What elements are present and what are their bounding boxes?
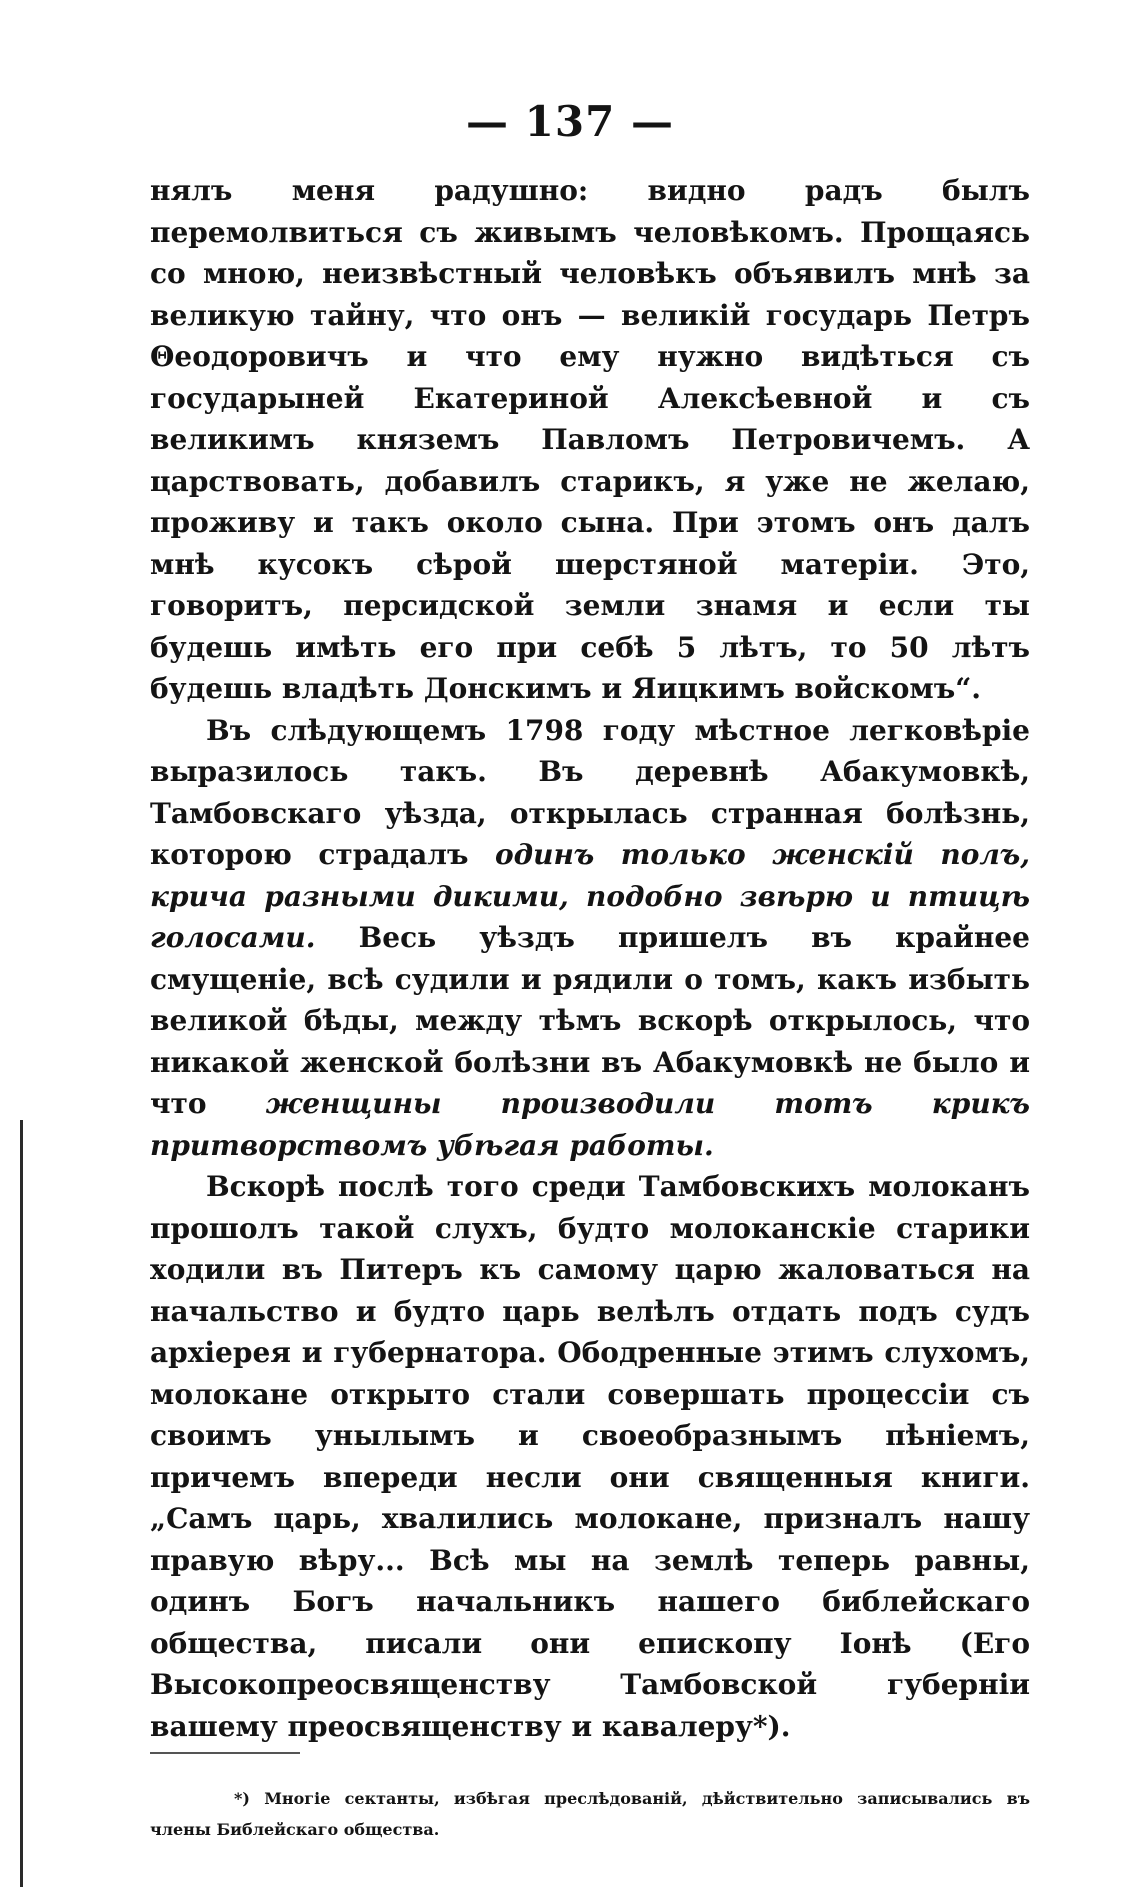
scan-edge-line xyxy=(20,1120,23,1887)
paragraph-2-italic-a: одинъ только женскій полъ, крича разными дикими, подобно звѣрю и птицѣ голосами. xyxy=(150,838,1030,954)
paragraph-2-italic-b: женщины производили тотъ крикъ притворствомъ убѣгая работы. xyxy=(150,1087,1030,1162)
paragraph-2 xyxy=(150,710,1030,1167)
paragraph-2-text-a: Въ слѣдующемъ 1798 году мѣстное легковѣріе выразилось такъ. Въ деревнѣ Абакумовкѣ, Тамбовскаго уѣзда, открылась странная болѣзнь, которою страдалъ xyxy=(150,713,1030,871)
footnote: *) Многіе сектанты, избѣгая преслѣдованій, дѣйствительно записывались въ члены Библейскаго общества. xyxy=(150,1789,1030,1839)
body-text xyxy=(150,170,1030,1747)
paragraph-2-text-b: Весь уѣздъ пришелъ въ крайнее смущеніе, всѣ судили и рядили о томъ, какъ избыть великой бѣды, между тѣмъ вскорѣ открылось, что никакой женской болѣзни въ Абакумовкѣ не было и что xyxy=(150,921,1030,1120)
page-number: — 137 — xyxy=(466,97,674,146)
footnote-rule xyxy=(150,1752,300,1754)
paragraph-3: Вскорѣ послѣ того среди Тамбовскихъ молоканъ прошолъ такой слухъ, будто молоканскіе старики ходили въ Питеръ къ самому царю жаловаться на начальство и будто царь велѣлъ отдать подъ судъ архіерея и губернатора. Ободренные этимъ слухомъ, молокане открыто стали совершать процессіи съ своимъ унылымъ и своеобразнымъ пѣніемъ, причемъ впереди несли они священныя книги. „Самъ царь, хвалились молокане, призналъ нашу правую вѣру... Всѣ мы на землѣ теперь равны, одинъ Богъ начальникъ нашего библейскаго общества, писали они епископу Іонѣ (Его Высокопреосвященству Тамбовской губерніи вашему преосвященству и кавалеру*). xyxy=(150,1170,1030,1743)
paragraph-1: нялъ меня радушно: видно радъ былъ перемолвиться съ живымъ человѣкомъ. Прощаясь со мною, неизвѣстный человѣкъ объявилъ мнѣ за великую тайну, что онъ — великій государь Петръ Θеодоровичъ и что ему нужно видѣться съ государыней Екатериной Алексѣевной и съ великимъ княземъ Павломъ Петровичемъ. А царствовать, добавилъ старикъ, я уже не желаю, проживу и такъ около сына. При этомъ онъ далъ мнѣ кусокъ сѣрой шерстяной матеріи. Это, говоритъ, персидской земли знамя и если ты будешь имѣть его при себѣ 5 лѣтъ, то 50 лѣтъ будешь владѣть Донскимъ и Яицкимъ войскомъ“. xyxy=(150,174,1030,705)
